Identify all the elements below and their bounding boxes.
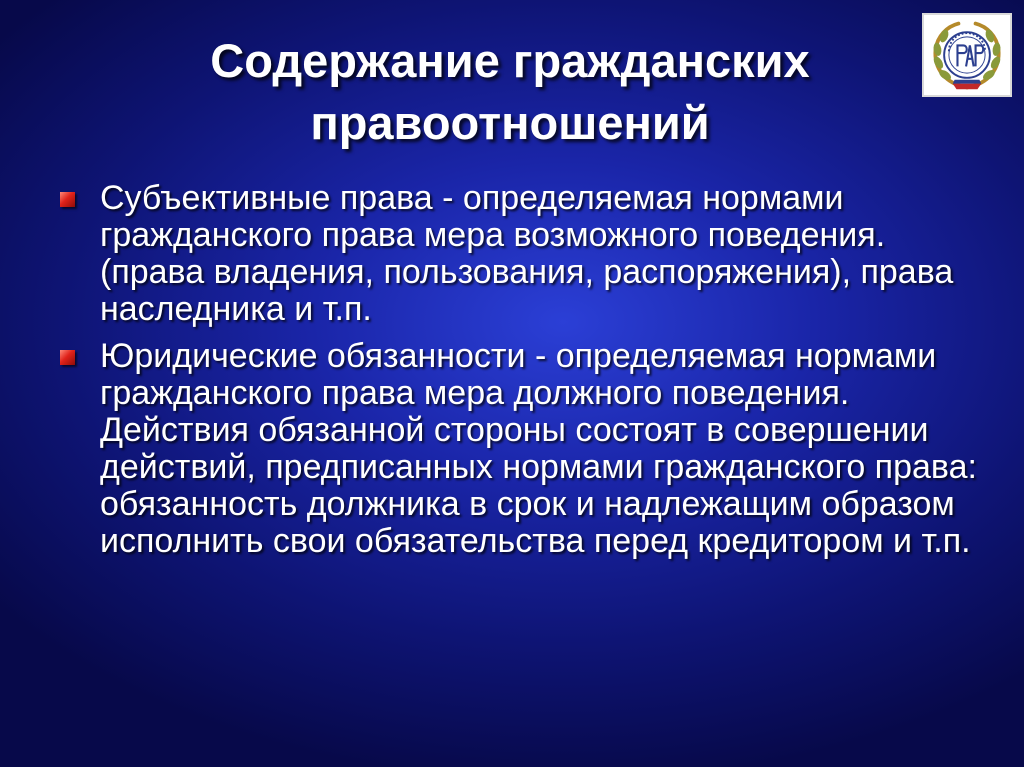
slide-title-line-2: правоотношений [310, 96, 710, 149]
red-square-bullet-icon [60, 350, 75, 365]
slide-title [90, 30, 930, 154]
bullet-list [56, 180, 986, 570]
bullet-item [56, 180, 986, 328]
bullet-text-legal-obligations: Юридические обязанности - определяемая нормами гражданского права мера должного поведения. Действия обязанной стороны состоят в совершении действий, предписанных нормами гражданского права: обязанность должника в срок и надлежащим образом исполнить свои обязательства перед кредитором и т.п. [100, 337, 977, 560]
bullet-text-subjective-rights: Субъективные права - определяемая нормами гражданского права мера возможного поведения. (права владения, пользования, распоряжения), права наследника и т.п. [100, 179, 954, 328]
law-academy-emblem-icon [922, 13, 1012, 97]
red-square-bullet-icon [60, 192, 75, 207]
bullet-item [56, 338, 986, 560]
slide-title-line-1: Содержание гражданских [210, 34, 810, 87]
